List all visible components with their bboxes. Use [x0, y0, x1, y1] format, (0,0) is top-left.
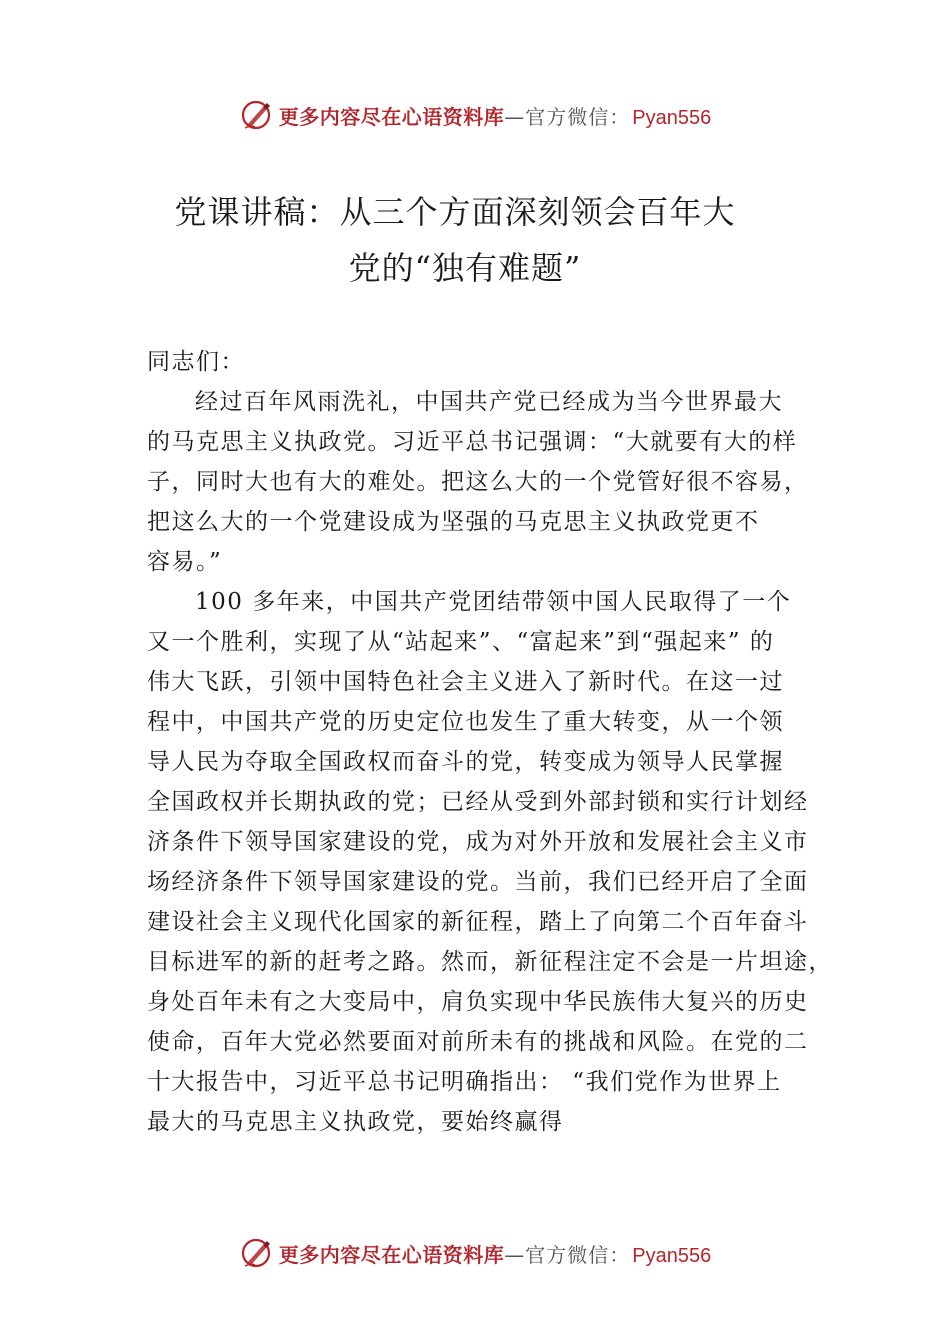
watermark-wechat-label: 官方微信：: [525, 1242, 631, 1267]
body-line: 最大的马克思主义执政党，要始终赢得: [147, 1109, 564, 1135]
salutation: 同志们：: [147, 349, 245, 375]
page-title: [0, 184, 950, 296]
pen-logo-icon: [239, 1236, 273, 1270]
title-line-1: 党课讲稿：从三个方面深刻领会百年大: [174, 193, 736, 231]
watermark-banner-bottom: [0, 1233, 950, 1273]
body-line: 的马克思主义执政党。习近平总书记强调：“大就要有大的样: [147, 429, 798, 455]
watermark-brand: 更多内容尽在心语资料库: [278, 1242, 505, 1267]
watermark-brand: 更多内容尽在心语资料库: [278, 104, 505, 129]
watermark-wechat-id: Pyan556: [632, 1244, 712, 1267]
body-line: 子，同时大也有大的难处。把这么大的一个党管好很不容易，: [147, 469, 809, 495]
body-line: 场经济条件下领导国家建设的党。当前，我们已经开启了全面: [147, 869, 809, 895]
body-line: 经过百年风雨洗礼，中国共产党已经成为当今世界最大: [195, 389, 783, 415]
watermark-wechat-id: Pyan556: [632, 106, 712, 129]
body-line: 目标进军的新的赶考之路。然而，新征程注定不会是一片坦途，: [147, 949, 833, 975]
body-line: 程中，中国共产党的历史定位也发生了重大转变，从一个领: [147, 709, 784, 735]
body-line: 济条件下领导国家建设的党，成为对外开放和发展社会主义市: [147, 829, 809, 855]
pen-logo-icon: [239, 98, 273, 132]
body-line: 使命，百年大党必然要面对前所未有的挑战和风险。在党的二: [147, 1029, 809, 1055]
body-line: 导人民为夺取全国政权而奋斗的党，转变成为领导人民掌握: [147, 749, 784, 775]
watermark-wechat-label: 官方微信：: [525, 104, 631, 129]
body-line: 容易。”: [147, 549, 223, 575]
body-line: 十大报告中，习近平总书记明确指出： “我们党作为世界上: [147, 1069, 782, 1095]
body-line: 100 多年来，中国共产党团结带领中国人民取得了一个: [195, 589, 792, 615]
title-line-2: 党的“独有难题”: [348, 249, 582, 287]
body-line: 建设社会主义现代化国家的新征程，踏上了向第二个百年奋斗: [147, 909, 809, 935]
watermark-dash: —: [504, 1242, 526, 1267]
watermark-text: [279, 101, 711, 130]
body-line: 又一个胜利，实现了从“站起来”、“富起来”到“强起来” 的: [147, 629, 775, 655]
body-line: 身处百年未有之大变局中，肩负实现中华民族伟大复兴的历史: [147, 989, 809, 1015]
watermark-dash: —: [504, 104, 526, 129]
watermark-text: [279, 1239, 711, 1268]
watermark-banner-top: [0, 95, 950, 135]
body-line: 伟大飞跃，引领中国特色社会主义进入了新时代。在这一过: [147, 669, 784, 695]
document-body: [147, 342, 837, 1142]
body-line: 把这么大的一个党建设成为坚强的马克思主义执政党更不: [147, 509, 760, 535]
body-line: 全国政权并长期执政的党；已经从受到外部封锁和实行计划经: [147, 789, 809, 815]
